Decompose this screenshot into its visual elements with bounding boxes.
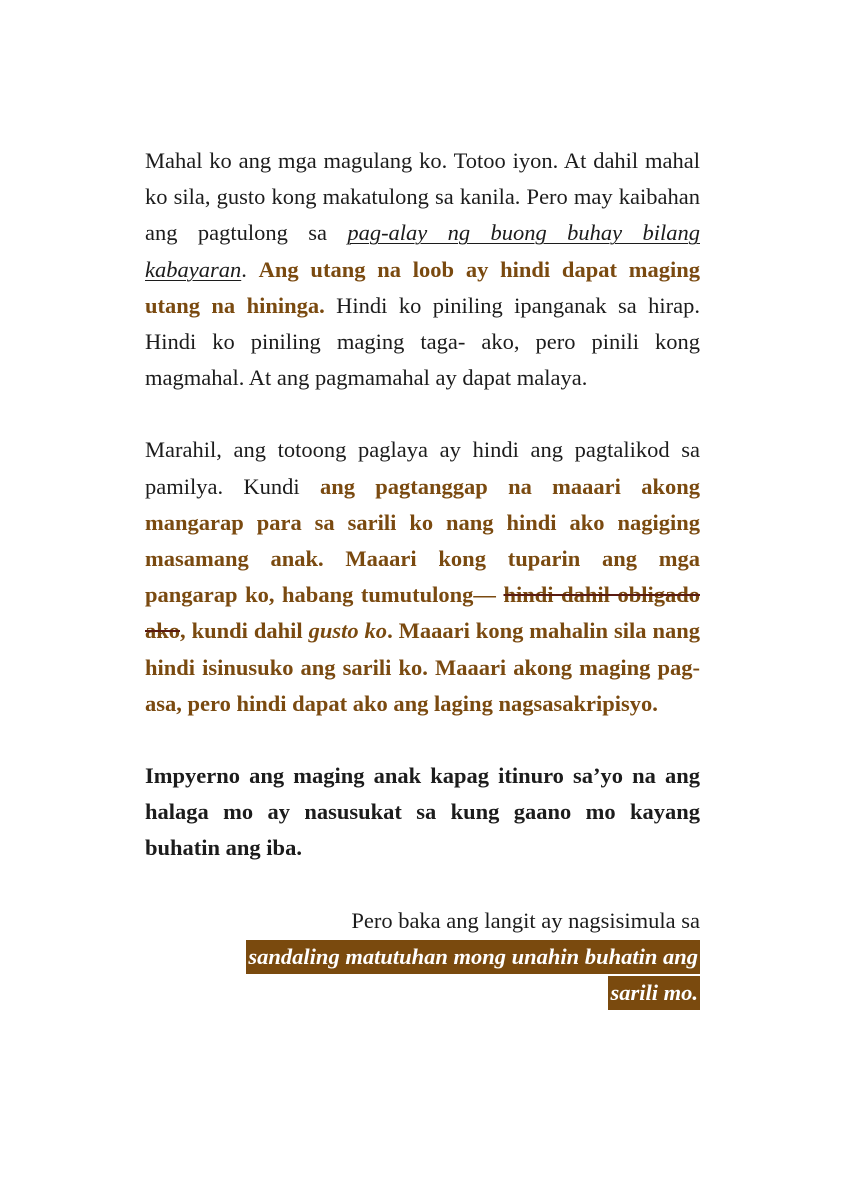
text-column (145, 143, 700, 1011)
paragraph-2-emphasis-2: , kundi dahil (180, 618, 309, 644)
paragraph-1-text-3: . (241, 256, 259, 282)
closing-line: Pero baka ang langit ay nagsisimula sa (351, 907, 700, 933)
highlighted-line-2: sarili mo. (608, 976, 700, 1010)
closing-paragraph (145, 903, 700, 1012)
paragraph-2-emphasis-1: ang pagtanggap na maaari akong mangarap para sa sarili ko nang hindi ako nagiging masamang anak. Maaari kong tuparin ang mga pangarap ko, habang tumutulong— (145, 473, 700, 608)
paragraph-3-text: Impyerno ang maging anak kapag itinuro sa’yo na ang halaga mo ay nasusukat sa kung gaano mo kayang buhatin ang iba. (145, 763, 700, 861)
paragraph-2-emphasis-3: . Maaari kong mahalin sila nang hindi isinusuko ang sarili ko. Maaari akong maging pag-asa, pero hindi dapat ako ang laging nagsasakripisyo. (145, 618, 700, 716)
paragraph-3 (145, 758, 700, 867)
struck-phrase: hindi dahil obligado ako (145, 582, 700, 644)
underlined-phrase: pag-alay ng buong buhay bilang kabayaran (145, 220, 700, 282)
italic-phrase: gusto ko (308, 618, 388, 644)
paragraph-1-text-5: Hindi ko piniling ipanganak sa hirap. Hindi ko piniling maging taga- ako, pero pinili kong magmahal. At ang pagmamahal ay dapat malaya. (145, 292, 700, 391)
paragraph-1 (145, 143, 700, 396)
paragraph-1-text-1: Mahal ko ang mga magulang ko. Totoo iyon. At dahil mahal ko sila, gusto kong makatulong sa kanila. Pero may kaibahan ang pagtulong sa (145, 148, 700, 246)
paragraph-2 (145, 432, 700, 722)
highlighted-line-1: sandaling matutuhan mong unahin buhatin ang (246, 940, 700, 974)
emphasis-statement: Ang utang na loob ay hindi dapat maging utang na hininga. (145, 256, 700, 318)
paragraph-2-text-1: Marahil, ang totoong paglaya ay hindi ang pagtalikod sa pamilya. Kundi (145, 437, 700, 499)
